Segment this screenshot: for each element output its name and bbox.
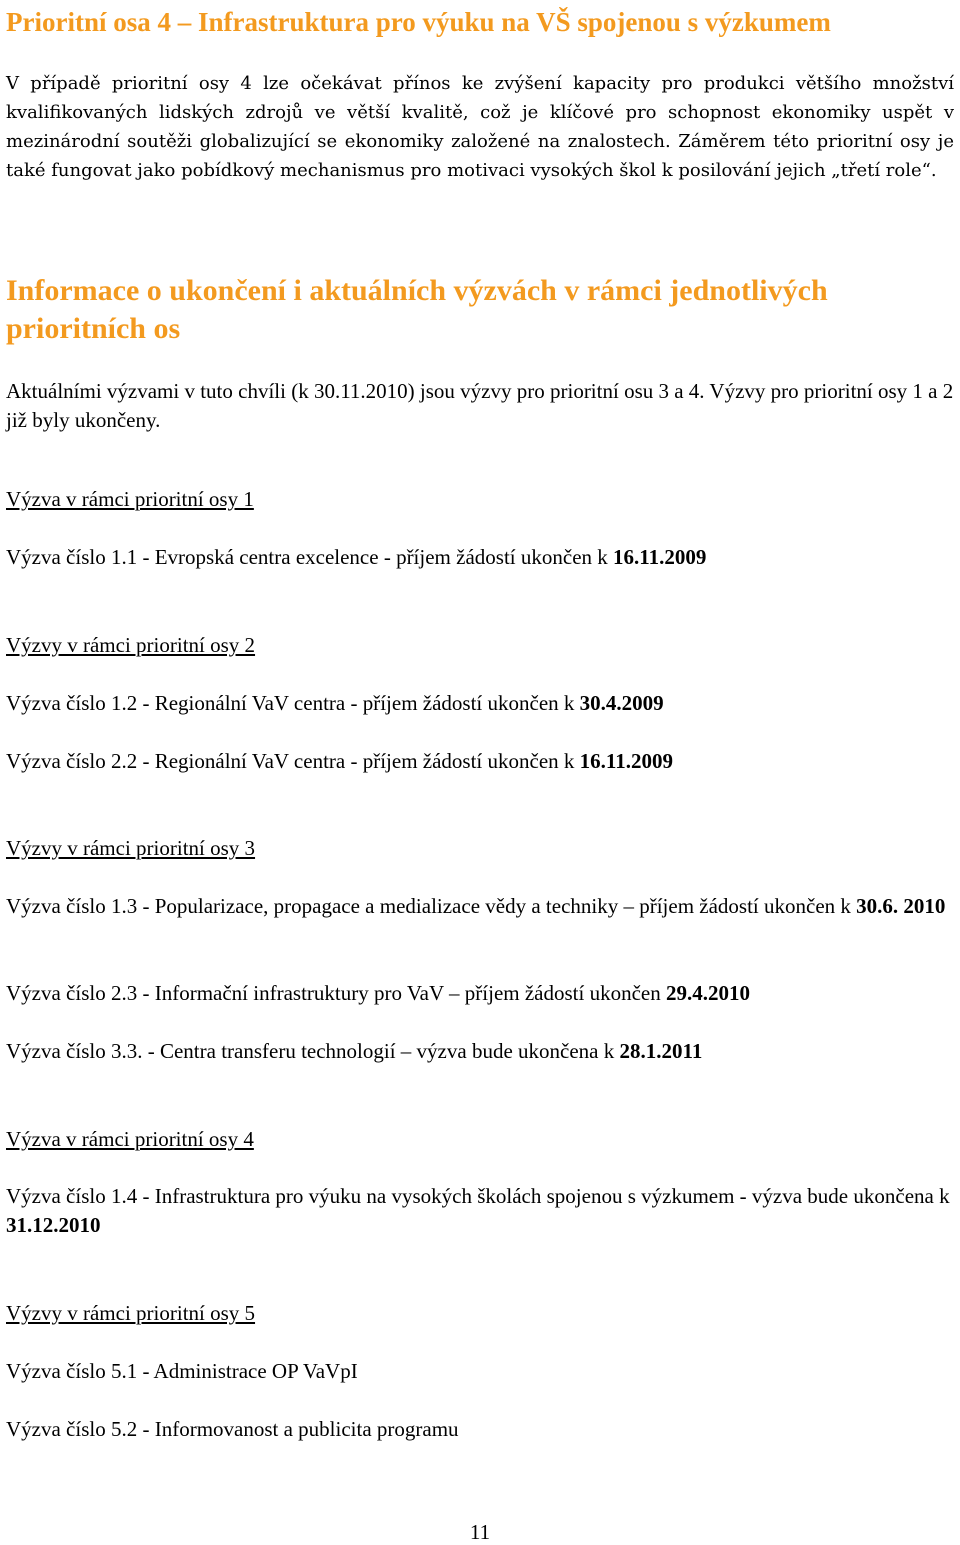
call-date: 28.1.2011 xyxy=(619,1039,703,1063)
section-title-axis-5: Výzvy v rámci prioritní osy 5 xyxy=(6,1301,256,1325)
call-text: Výzva číslo 3.3. - Centra transferu technologií – výzva bude ukončena k xyxy=(6,1039,620,1063)
call-text: Výzva číslo 1.1 - Evropská centra excelence - příjem žádostí ukončen k xyxy=(6,545,614,569)
call-item xyxy=(6,689,954,718)
section-title-axis-4: Výzva v rámci prioritní osy 4 xyxy=(6,1127,254,1151)
call-text: Výzva číslo 1.3 - Popularizace, propagace a medializace vědy a techniky – příjem žádostí ukončen k xyxy=(6,894,857,918)
call-date: 31.12.2010 xyxy=(6,1213,101,1237)
intro-paragraph xyxy=(6,69,954,185)
call-item xyxy=(6,747,954,776)
call-text: Výzva číslo 1.4 - Infrastruktura pro výuku na vysokých školách spojenou s výzkumem - výzva bude ukončena k xyxy=(6,1184,950,1208)
call-date: 30.4.2009 xyxy=(579,691,664,715)
section-title-axis-3: Výzvy v rámci prioritní osy 3 xyxy=(6,836,256,860)
call-item xyxy=(6,1182,954,1240)
page-number: 11 xyxy=(469,1520,491,1544)
call-item xyxy=(6,892,954,921)
section-title-axis-1: Výzva v rámci prioritní osy 1 xyxy=(6,487,254,511)
status-paragraph: Aktuálními výzvami v tuto chvíli (k 30.11.2010) jsou výzvy pro prioritní osu 3 a 4. Výzvy pro prioritní osy 1 a 2 již byly ukončeny. xyxy=(6,379,954,432)
page-heading: Prioritní osa 4 – Infrastruktura pro výuku na VŠ spojenou s výzkumem xyxy=(6,7,831,37)
call-item xyxy=(6,543,954,572)
call-text: Výzva číslo 5.1 - Administrace OP VaVpI xyxy=(6,1359,358,1383)
section-title-axis-2: Výzvy v rámci prioritní osy 2 xyxy=(6,633,256,657)
call-date: 30.6. 2010 xyxy=(856,894,946,918)
call-date: 16.11.2009 xyxy=(613,545,707,569)
call-text: Výzva číslo 1.2 - Regionální VaV centra - příjem žádostí ukončen k xyxy=(6,691,580,715)
call-item xyxy=(6,979,954,1008)
call-item xyxy=(6,1037,954,1066)
call-text: Výzva číslo 2.3 - Informační infrastruktury pro VaV – příjem žádostí ukončen xyxy=(6,981,666,1005)
intro-text: V případě prioritní osy 4 lze očekávat přínos ke zvýšení kapacity pro produkci většího množství kvalifikovaných lidských zdrojů ve větší kvalitě, což je klíčové pro schopnost ekonomiky uspět v mezinárodní soutěži globalizující se ekonomiky založené na znalostech. Záměrem této prioritní osy je také fungovat jako pobídkový mechanismus pro motivaci vysokých škol k posilování jejich „třetí role“. xyxy=(6,73,954,181)
call-item xyxy=(6,1357,954,1386)
call-date: 29.4.2010 xyxy=(665,981,750,1005)
call-text: Výzva číslo 2.2 - Regionální VaV centra - příjem žádostí ukončen k xyxy=(6,749,580,773)
call-date: 16.11.2009 xyxy=(579,749,673,773)
section-heading: Informace o ukončení i aktuálních výzvách v rámci jednotlivých prioritních os xyxy=(6,274,828,345)
call-text: Výzva číslo 5.2 - Informovanost a publicita programu xyxy=(6,1417,459,1441)
call-item xyxy=(6,1415,954,1444)
